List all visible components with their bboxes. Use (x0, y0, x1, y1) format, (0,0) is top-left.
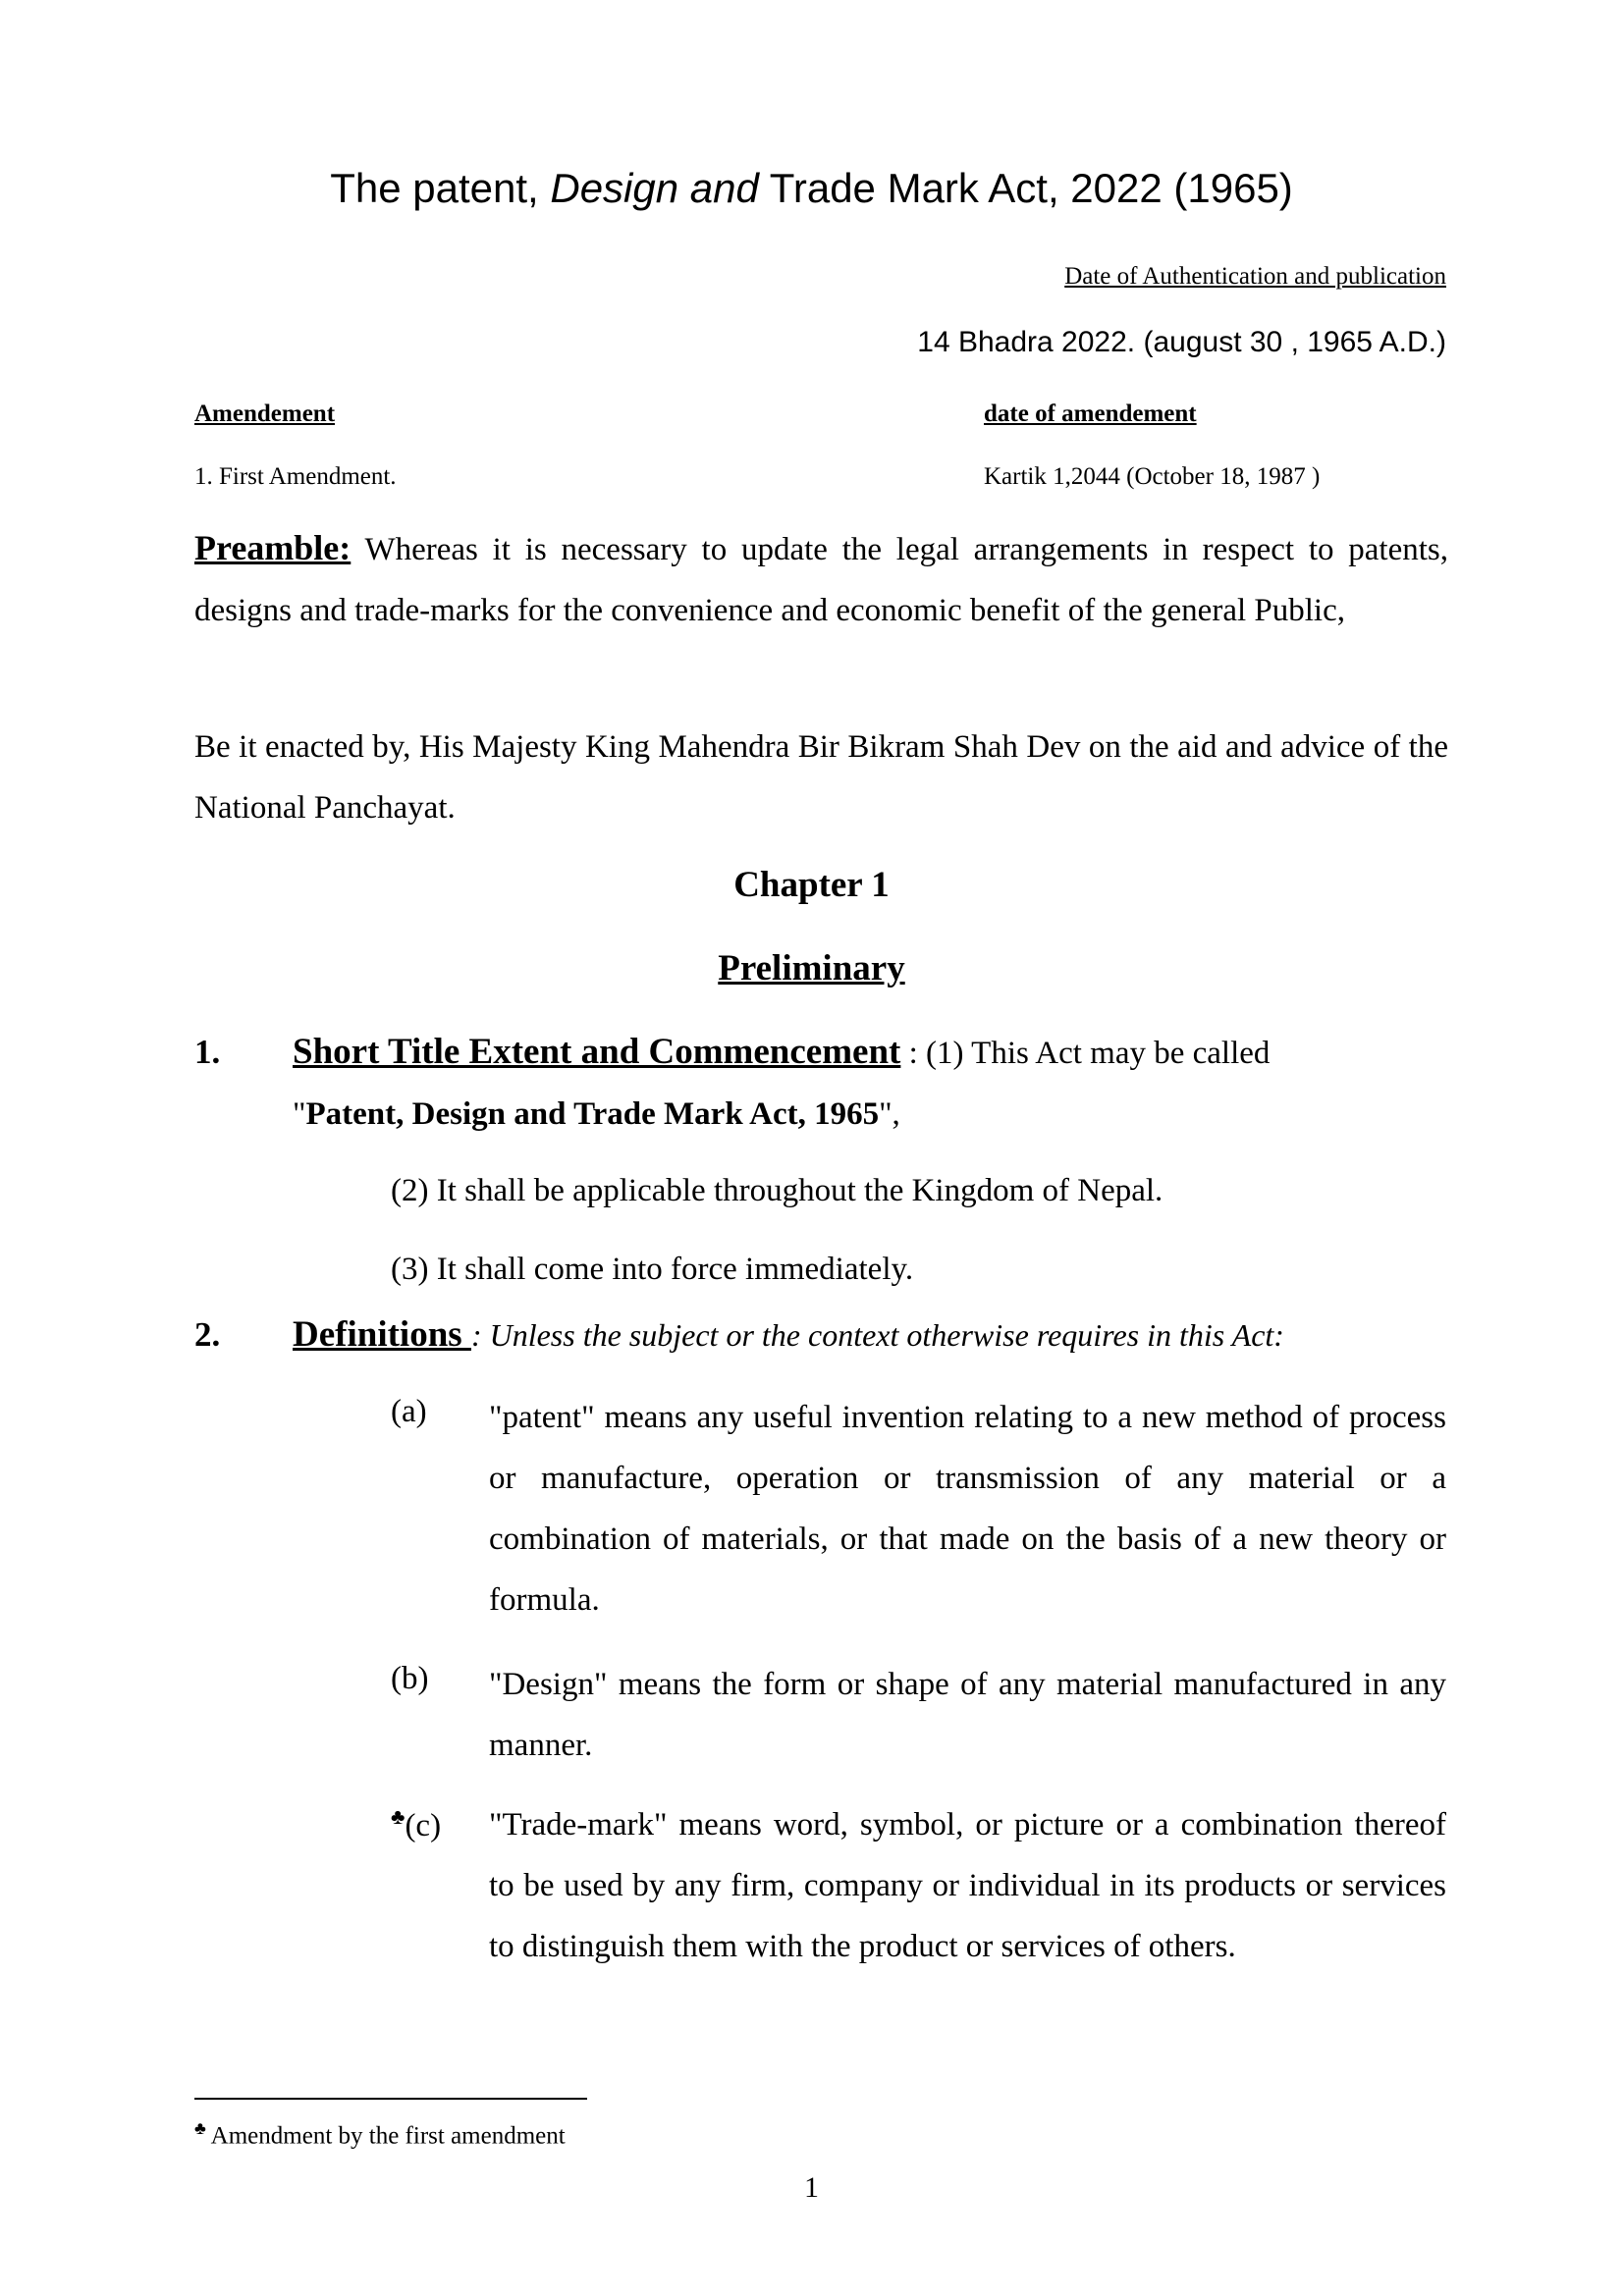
section-2-number: 2. (194, 1315, 221, 1354)
section-1-sub-2: (2) It shall be applicable throughout the Kingdom of Nepal. (391, 1173, 1163, 1208)
amendment-date-header: date of amendement (984, 400, 1197, 427)
chapter-subtitle (0, 947, 1623, 989)
title-part-1: The patent, (330, 165, 551, 211)
section-1-name-line (293, 1096, 900, 1133)
enactment-paragraph: Be it enacted by, His Majesty King Mahendra Bir Bikram Shah Dev on the aid and advice of the National Panchayat. (194, 729, 1448, 826)
title-part-3: Trade Mark Act, 2022 (1965) (758, 165, 1293, 211)
section-2-heading-line (293, 1313, 1284, 1356)
quote-close: ", (879, 1096, 900, 1132)
preamble-paragraph (194, 517, 1448, 641)
section-1-heading-line (293, 1031, 1270, 1073)
amendment-row-date: Kartik 1,2044 (October 18, 1987 ) (984, 463, 1321, 490)
definition-a-text: "patent" means any useful invention relating to a new method of process or manufacture, operation or transmission of any material or a combination of materials, or that made on the basis of a new theory or formula. (489, 1400, 1446, 1618)
definition-c-text: "Trade-mark" means word, symbol, or picture or a combination thereof to be used by any firm, company or individual in its products or services to distinguish them with the product or services of others. (489, 1807, 1446, 1964)
section-2-lead: : Unless the subject or the context otherwise requires in this Act: (470, 1317, 1284, 1353)
section-1-heading: Short Title Extent and Commencement (293, 1032, 901, 1072)
footnote-text: Amendment by the first amendment (205, 2122, 566, 2150)
club-icon: ♣ (391, 1804, 406, 1829)
authentication-date: 14 Bhadra 2022. (august 30 , 1965 A.D.) (917, 326, 1446, 358)
definition-c-label: (c) (405, 1808, 442, 1843)
definition-a-label: (a) (391, 1394, 427, 1429)
section-1-number: 1. (194, 1033, 221, 1071)
amendment-row-name: 1. First Amendment. (194, 463, 397, 490)
authentication-label: Date of Authentication and publication (1064, 263, 1446, 290)
document-title (0, 165, 1623, 212)
footnote-rule (194, 2098, 587, 2100)
footnote-club-icon: ♣ (194, 2118, 206, 2138)
chapter-subtitle-text: Preliminary (718, 948, 905, 988)
page-number: 1 (804, 2171, 819, 2204)
definition-b-label: (b) (391, 1661, 429, 1696)
definition-c-label-line (391, 1804, 441, 1844)
section-1-lead: : (1) This Act may be called (900, 1036, 1271, 1071)
preamble-label: Preamble: (194, 528, 352, 567)
title-part-2: Design and (550, 165, 759, 211)
quote-open: " (293, 1096, 306, 1132)
preamble-text: Whereas it is necessary to update the legal arrangements in respect to patents, designs and trade-marks for the convenience and economic benefit of the general Public, (194, 532, 1448, 628)
amendment-header: Amendement (194, 400, 336, 427)
footnote (194, 2118, 566, 2150)
definition-b-text: "Design" means the form or shape of any material manufactured in any manner. (489, 1667, 1446, 1763)
section-1-act-name: Patent, Design and Trade Mark Act, 1965 (305, 1096, 880, 1132)
section-2-heading: Definitions (293, 1314, 471, 1355)
chapter-title: Chapter 1 (733, 865, 890, 905)
section-1-sub-3: (3) It shall come into force immediately. (391, 1252, 914, 1287)
